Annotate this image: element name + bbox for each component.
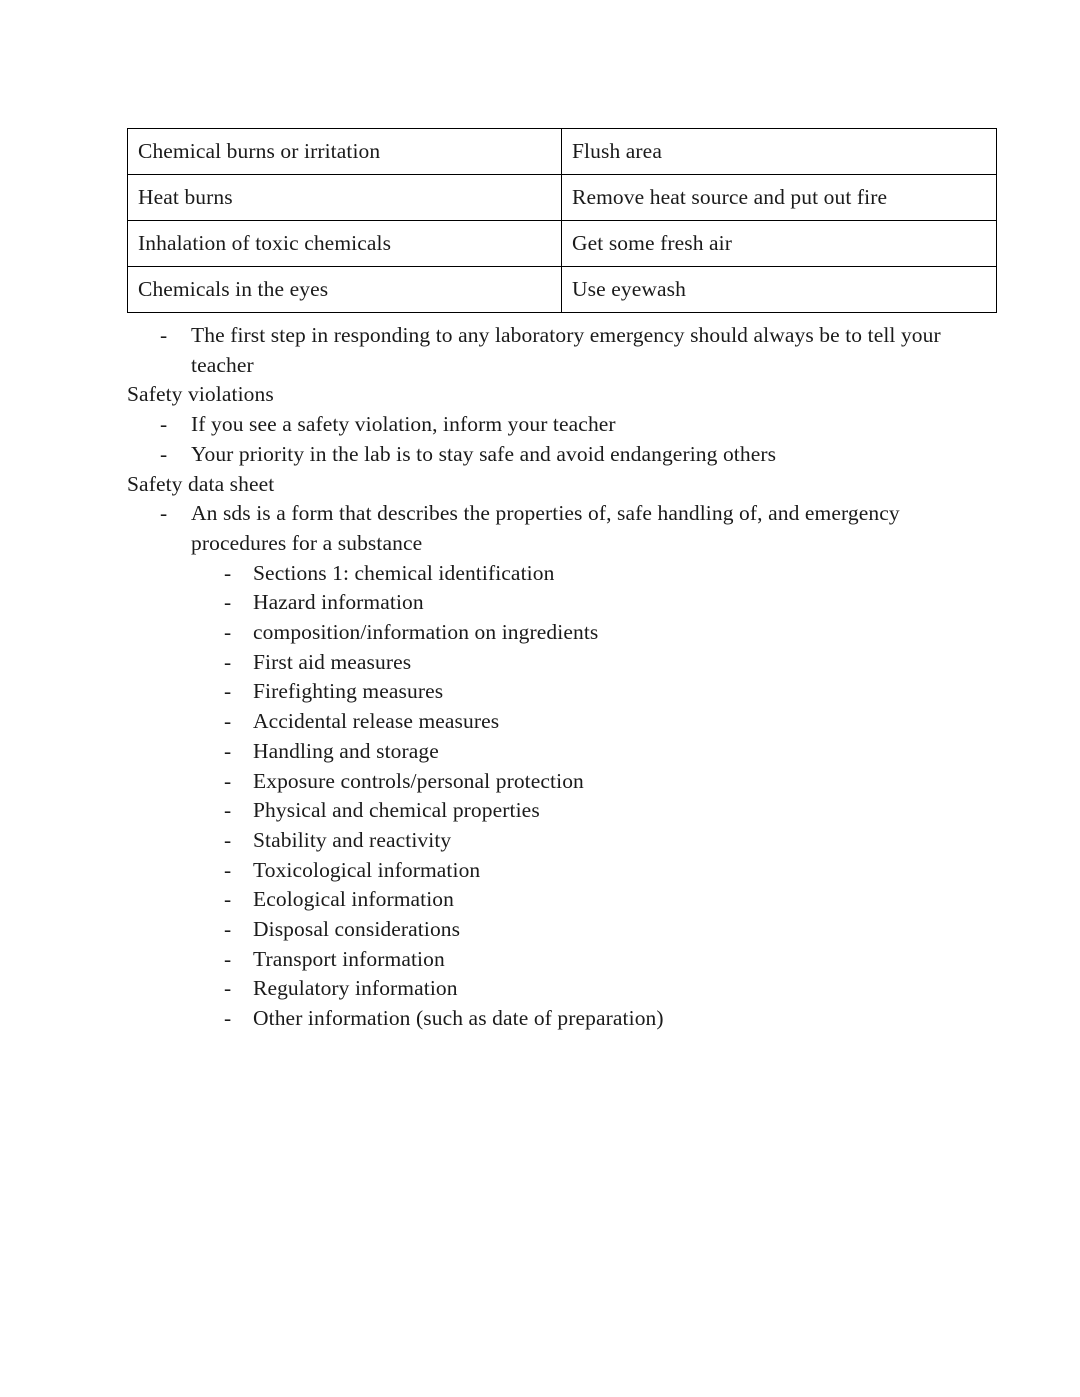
- bullet-dash-icon: -: [224, 857, 232, 882]
- list-item-label: Transport information: [253, 946, 445, 971]
- bullet-dash-icon: -: [224, 649, 232, 674]
- list-item-label: First aid measures: [253, 649, 412, 674]
- list-item-sds-section: [127, 767, 954, 797]
- list-item-sds-section: [127, 737, 954, 767]
- table-cell-situation: Chemical burns or irritation: [128, 129, 562, 175]
- bullet-dash-icon: -: [224, 590, 232, 615]
- bullet-dash-icon: -: [160, 412, 168, 437]
- list-item-label: Other information (such as date of preparation): [253, 1006, 664, 1031]
- list-item-label: composition/information on ingredients: [253, 620, 599, 645]
- list-item-label: Physical and chemical properties: [253, 798, 540, 823]
- bullet-dash-icon: -: [224, 1006, 232, 1031]
- bullet-text: Your priority in the lab is to stay safe and avoid endangering others: [191, 441, 777, 466]
- bullet-dash-icon: -: [160, 441, 168, 466]
- heading-safety-violations: Safety violations: [127, 382, 274, 407]
- list-item-sds-section: [127, 974, 954, 1004]
- list-item-label: Stability and reactivity: [253, 827, 452, 852]
- table-body: [128, 129, 997, 313]
- list-item-sds-section: [127, 885, 954, 915]
- bullet-dash-icon: -: [160, 501, 168, 526]
- list-item-sds-section: [127, 1004, 954, 1034]
- bullet-dash-icon: -: [224, 768, 232, 793]
- bullet-dash-icon: -: [224, 798, 232, 823]
- bullet-text: If you see a safety violation, inform your teacher: [191, 412, 616, 437]
- table-cell-response: Use eyewash: [562, 267, 997, 313]
- bullet-dash-icon: -: [224, 679, 232, 704]
- outline-notes: [127, 321, 954, 1034]
- emergency-response-table: [127, 128, 997, 313]
- list-item-label: Disposal considerations: [253, 917, 461, 942]
- list-item-sds-section: [127, 648, 954, 678]
- list-item-label: Accidental release measures: [253, 709, 500, 734]
- bullet-dash-icon: -: [224, 887, 232, 912]
- bullet-dash-icon: -: [224, 946, 232, 971]
- table-cell-response: Flush area: [562, 129, 997, 175]
- list-item-label: Firefighting measures: [253, 679, 444, 704]
- bullet-priority-safety: [127, 440, 954, 470]
- list-item-label: Handling and storage: [253, 738, 439, 763]
- bullet-text: An sds is a form that describes the properties of, safe handling of, and emergency procedures for a substance: [191, 501, 900, 555]
- table-row: [128, 267, 997, 313]
- bullet-sds-definition: [127, 499, 954, 558]
- list-item-sds-section: [127, 707, 954, 737]
- bullet-dash-icon: -: [224, 738, 232, 763]
- list-item-sds-section: [127, 826, 954, 856]
- list-item-label: Regulatory information: [253, 976, 458, 1001]
- list-item-label: Hazard information: [253, 590, 424, 615]
- list-item-sds-section: [127, 796, 954, 826]
- bullet-dash-icon: -: [224, 560, 232, 585]
- heading-safety-data-sheet: Safety data sheet: [127, 471, 275, 496]
- bullet-text: The first step in responding to any laboratory emergency should always be to tell your teacher: [191, 323, 941, 377]
- bullet-dash-icon: -: [224, 976, 232, 1001]
- table-cell-response: Get some fresh air: [562, 221, 997, 267]
- table-row: [128, 175, 997, 221]
- table-row: [128, 221, 997, 267]
- bullet-dash-icon: -: [224, 827, 232, 852]
- bullet-dash-icon: -: [224, 709, 232, 734]
- list-item-sds-section: [127, 945, 954, 975]
- list-item-label: Exposure controls/personal protection: [253, 768, 584, 793]
- table-cell-situation: Inhalation of toxic chemicals: [128, 221, 562, 267]
- bullet-dash-icon: -: [160, 323, 168, 347]
- table-cell-situation: Heat burns: [128, 175, 562, 221]
- bullet-dash-icon: -: [224, 917, 232, 942]
- table-cell-situation: Chemicals in the eyes: [128, 267, 562, 313]
- bullet-report-violation: [127, 410, 954, 440]
- table-cell-response: Remove heat source and put out fire: [562, 175, 997, 221]
- list-item-sds-section: [127, 677, 954, 707]
- bullet-first-step: [127, 321, 954, 380]
- list-item-sds-section: [127, 915, 954, 945]
- list-item-label: Sections 1: chemical identification: [253, 560, 555, 585]
- table-row: [128, 129, 997, 175]
- list-item-label: Toxicological information: [253, 857, 481, 882]
- bullet-dash-icon: -: [224, 620, 232, 645]
- list-item-label: Ecological information: [253, 887, 455, 912]
- list-item-sds-section: [127, 618, 954, 648]
- list-item-sds-section: [127, 559, 954, 589]
- list-item-sds-section: [127, 588, 954, 618]
- list-item-sds-section: [127, 856, 954, 886]
